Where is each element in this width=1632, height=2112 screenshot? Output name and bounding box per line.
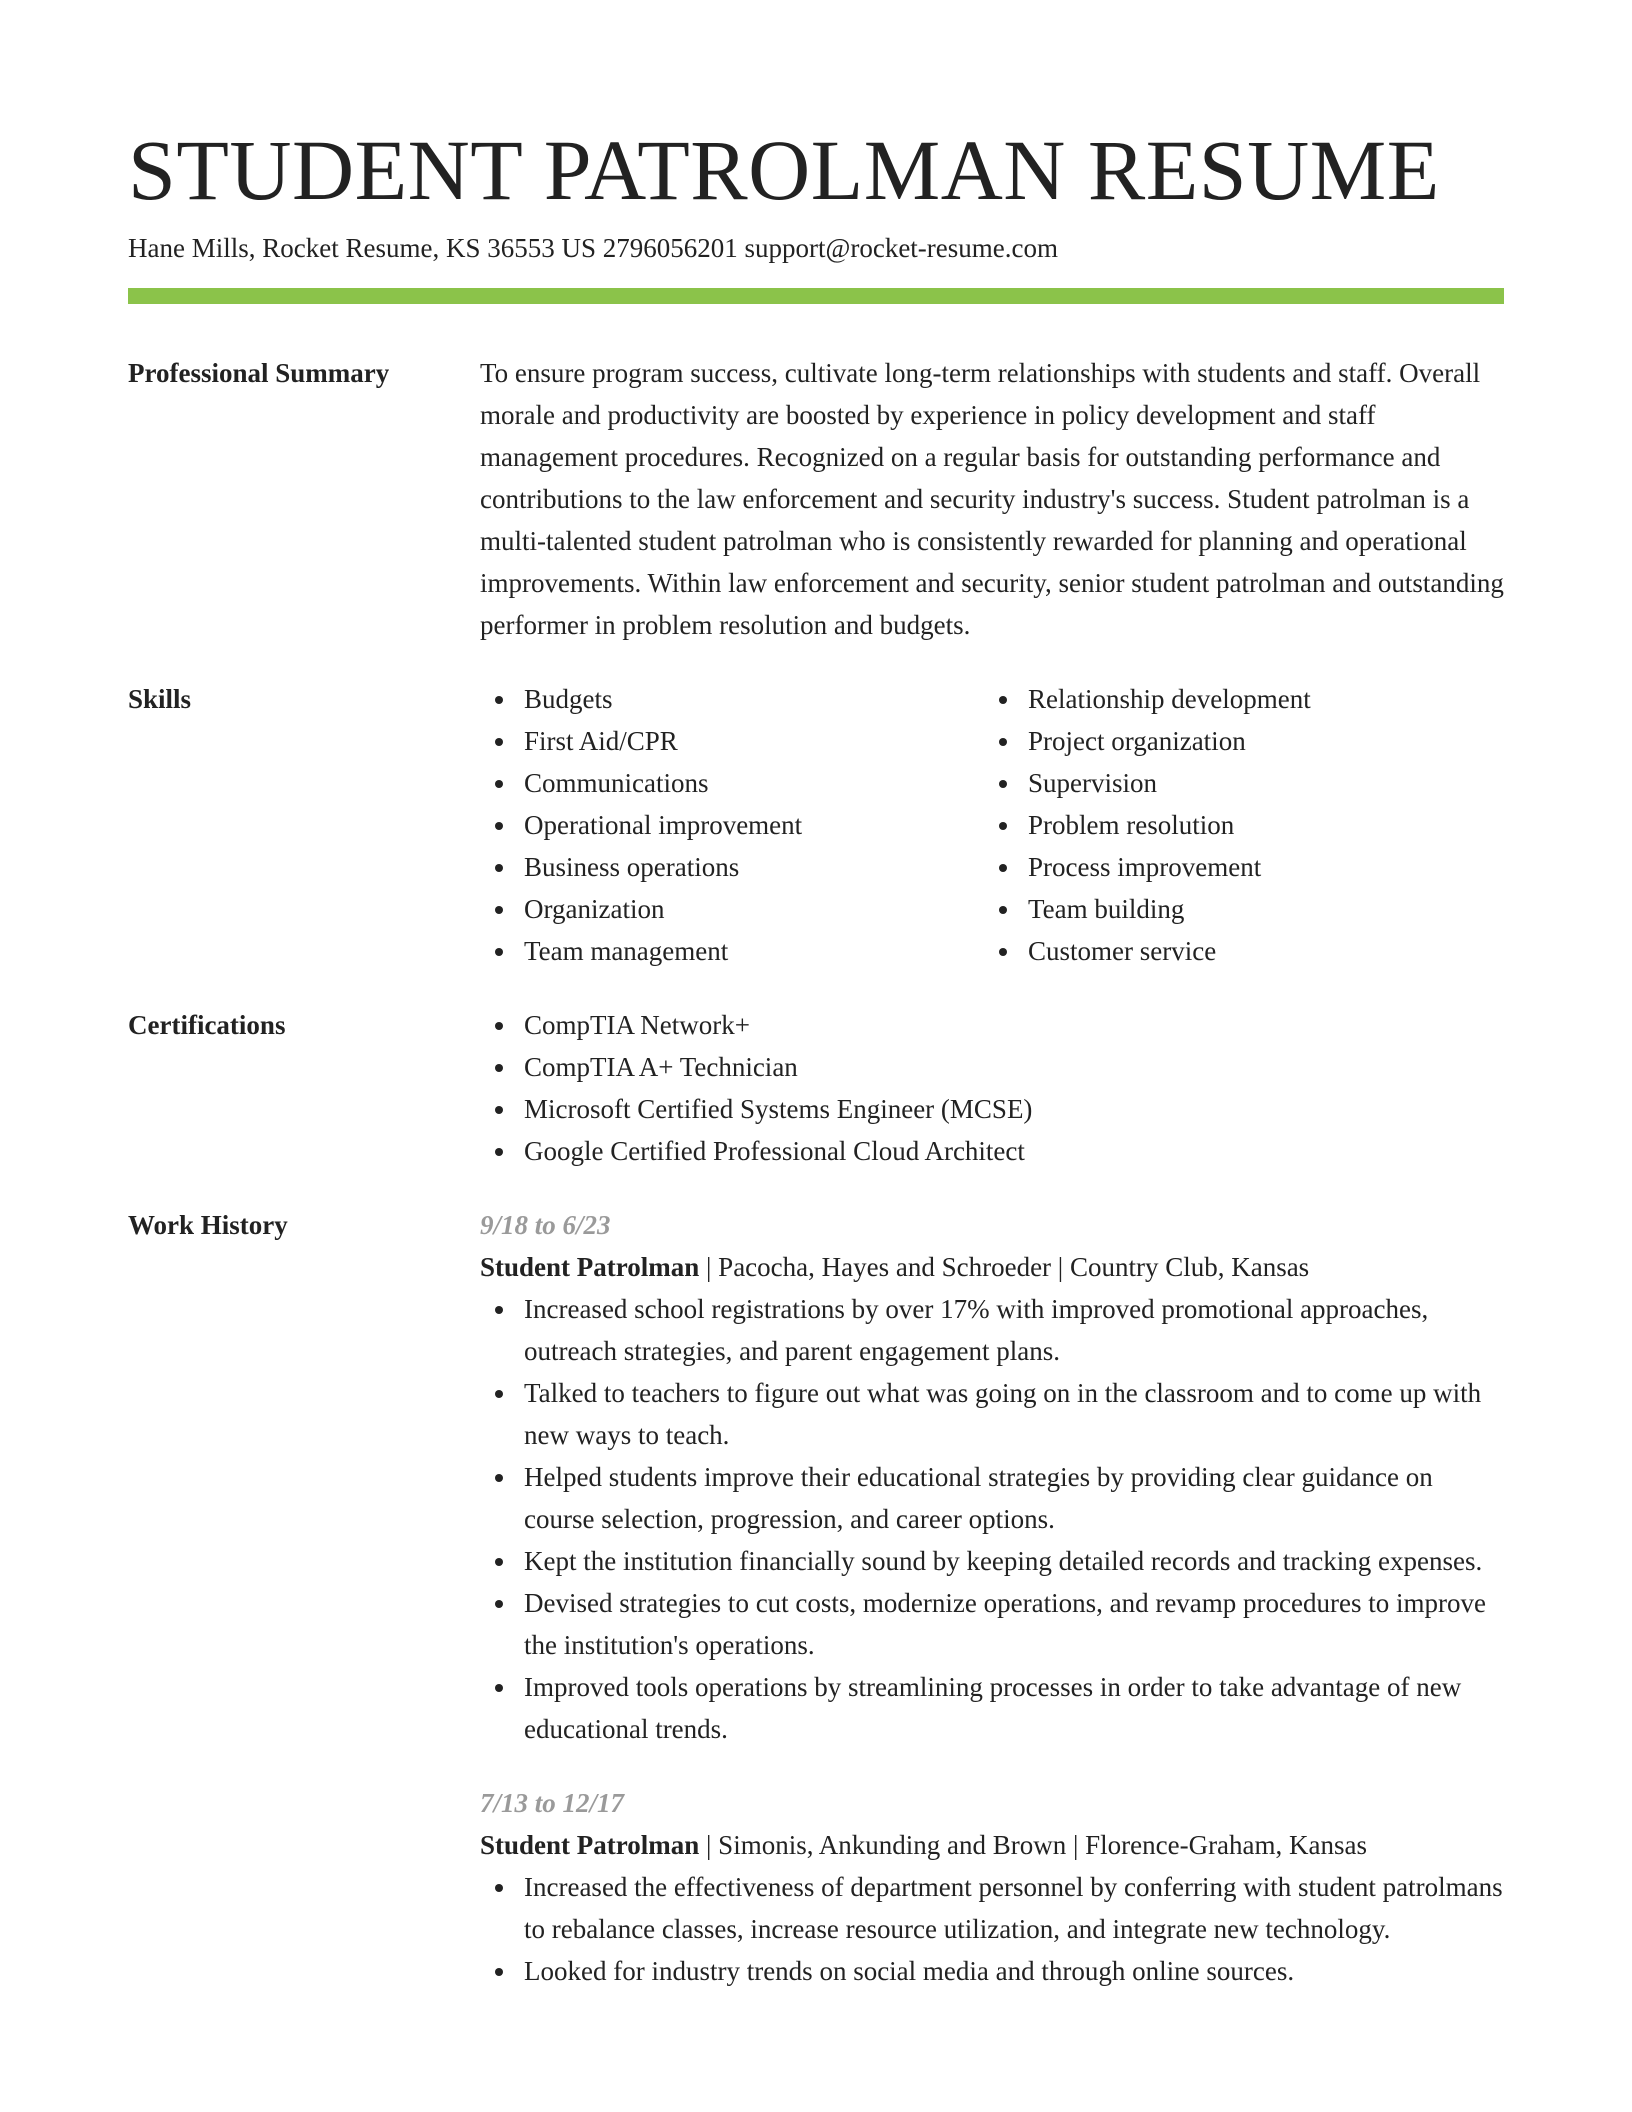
job-title: Student Patrolman (480, 1252, 700, 1282)
skill-item: Budgets (480, 678, 984, 720)
skill-item: Team building (984, 888, 1488, 930)
job-entry (480, 1204, 1504, 1750)
summary-body (480, 352, 1504, 646)
job-title: Student Patrolman (480, 1830, 700, 1860)
skill-item: Communications (480, 762, 984, 804)
job-bullet-list (480, 1866, 1504, 1992)
skill-item: Process improvement (984, 846, 1488, 888)
job-details: | Simonis, Ankunding and Brown | Florence-Graham, Kansas (699, 1830, 1368, 1860)
job-bullet: Talked to teachers to figure out what was going on in the classroom and to come up with new ways to teach. (480, 1372, 1504, 1456)
work-history-section (128, 1204, 1504, 1992)
skills-list-right (984, 678, 1488, 972)
certifications-section (128, 1004, 1504, 1172)
section-label-skills: Skills (128, 684, 192, 714)
certification-item: CompTIA Network+ (480, 1004, 1504, 1046)
summary-section (128, 352, 1504, 646)
certifications-list (480, 1004, 1504, 1172)
certification-item: Microsoft Certified Systems Engineer (MCSE) (480, 1088, 1504, 1130)
section-label-summary: Professional Summary (128, 358, 390, 388)
resume-page (128, 0, 1504, 1992)
job-bullet: Looked for industry trends on social media and through online sources. (480, 1950, 1504, 1992)
skill-item: Customer service (984, 930, 1488, 972)
section-label-certifications: Certifications (128, 1010, 286, 1040)
job-dates: 9/18 to 6/23 (480, 1210, 611, 1240)
skills-list-left (480, 678, 984, 972)
job-entry (480, 1782, 1504, 1992)
job-heading (480, 1824, 1504, 1866)
contact-line: Hane Mills, Rocket Resume, KS 36553 US 2796056201 support@rocket-resume.com (128, 233, 1058, 263)
skill-item: First Aid/CPR (480, 720, 984, 762)
skill-item: Relationship development (984, 678, 1488, 720)
job-details: | Pacocha, Hayes and Schroeder | Country Club, Kansas (699, 1252, 1310, 1282)
summary-text: To ensure program success, cultivate long-term relationships with students and staff. Overall morale and productivity are boosted by experience in policy development and staff management procedures. Recognized on a regular basis for outstanding performance and contributions to the law enforcement and security industry's success. Student patrolman is a multi-talented student patrolman who is consistently rewarded for planning and operational improvements. Within law enforcement and security, senior student patrolman and outstanding performer in problem resolution and budgets. (480, 358, 1504, 640)
certification-item: CompTIA A+ Technician (480, 1046, 1504, 1088)
work-history-body (480, 1204, 1504, 1992)
job-dates: 7/13 to 12/17 (480, 1788, 625, 1818)
skills-section (128, 678, 1504, 972)
job-bullet: Increased the effectiveness of department personnel by conferring with student patrolmans to rebalance classes, increase resource utilization, and integrate new technology. (480, 1866, 1504, 1950)
certifications-body (480, 1004, 1504, 1172)
job-bullet: Helped students improve their educational strategies by providing clear guidance on course selection, progression, and career options. (480, 1456, 1504, 1540)
skills-body (480, 678, 1504, 972)
certification-item: Google Certified Professional Cloud Architect (480, 1130, 1504, 1172)
job-heading (480, 1246, 1504, 1288)
skill-item: Operational improvement (480, 804, 984, 846)
job-bullet-list (480, 1288, 1504, 1750)
header-divider (128, 288, 1504, 304)
skill-item: Supervision (984, 762, 1488, 804)
resume-title: STUDENT PATROLMAN RESUME (128, 122, 1440, 218)
skill-item: Team management (480, 930, 984, 972)
job-bullet: Increased school registrations by over 17% with improved promotional approaches, outreach strategies, and parent engagement plans. (480, 1288, 1504, 1372)
skill-item: Project organization (984, 720, 1488, 762)
skill-item: Organization (480, 888, 984, 930)
section-label-work-history: Work History (128, 1210, 288, 1240)
skill-item: Business operations (480, 846, 984, 888)
skill-item: Problem resolution (984, 804, 1488, 846)
job-bullet: Kept the institution financially sound by keeping detailed records and tracking expenses. (480, 1540, 1504, 1582)
job-bullet: Improved tools operations by streamlining processes in order to take advantage of new educational trends. (480, 1666, 1504, 1750)
job-bullet: Devised strategies to cut costs, modernize operations, and revamp procedures to improve the institution's operations. (480, 1582, 1504, 1666)
